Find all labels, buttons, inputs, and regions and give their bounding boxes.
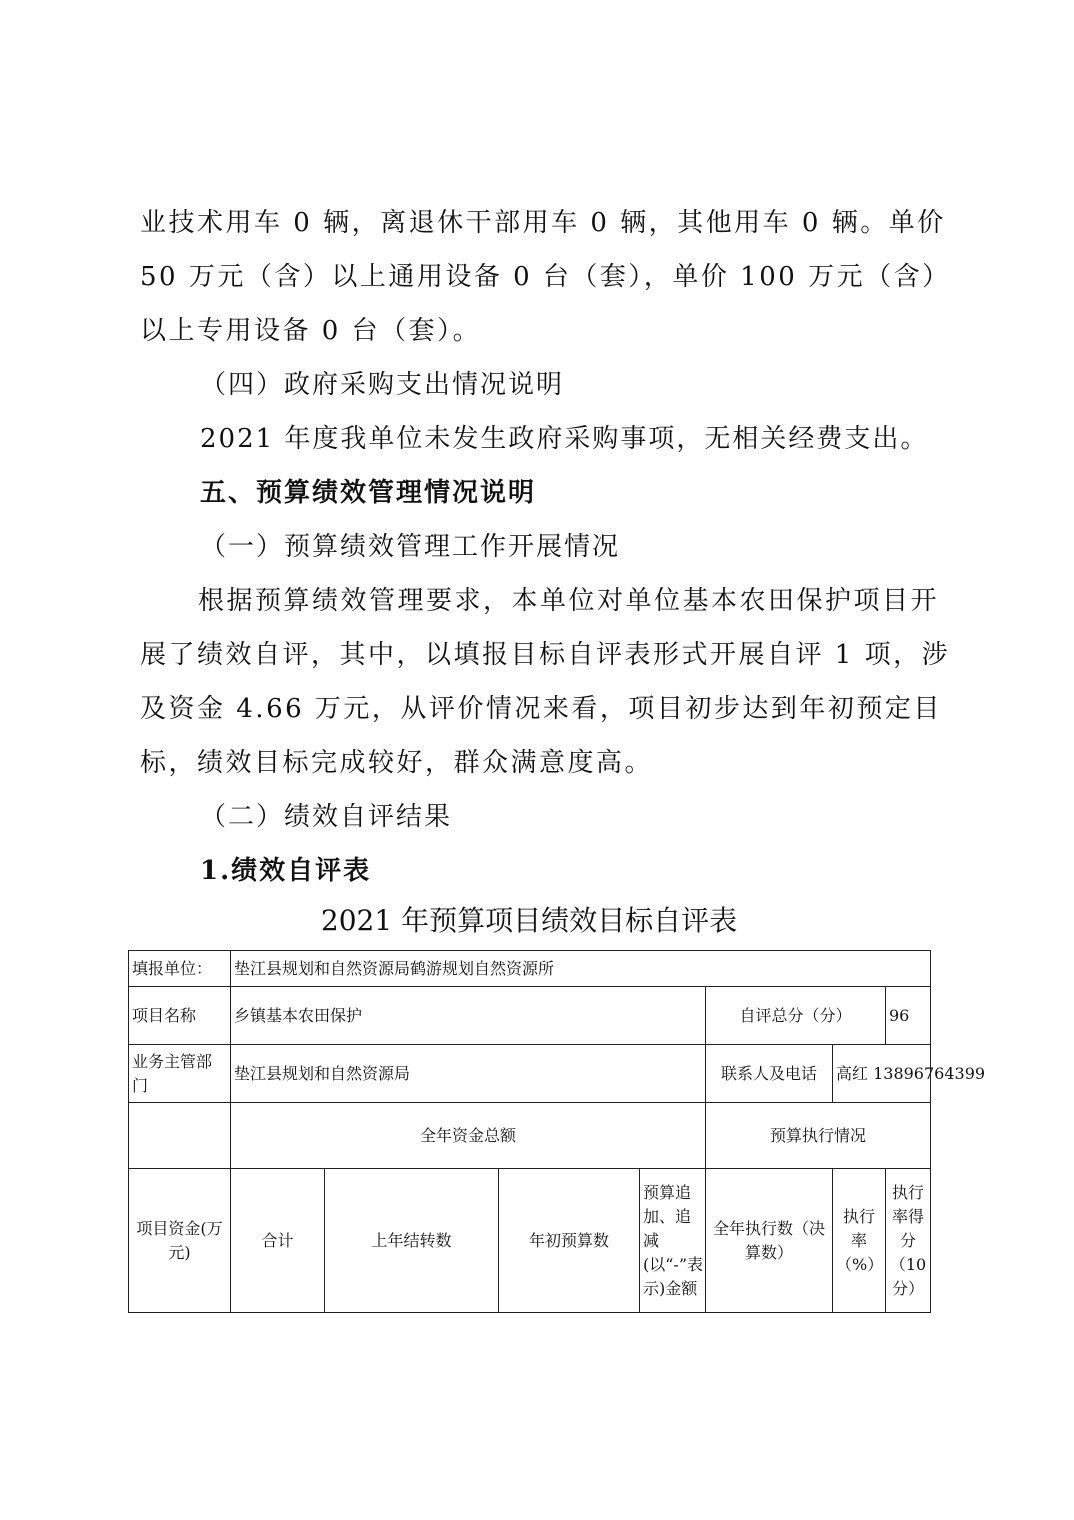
col-initial-budget: 年初预算数 [499,1169,640,1313]
vehicle-equipment-paragraph [140,196,951,358]
paragraph-line: 及资金 4.66 万元，从评价情况来看，项目初步达到年初预定目 [140,694,942,724]
annual-total-label: 全年资金总额 [231,1103,706,1169]
table-row [129,1169,931,1313]
table-row [129,951,931,987]
table-row [129,1103,931,1169]
dept-label: 业务主管部门 [129,1045,231,1103]
self-score-value: 96 [886,987,931,1045]
paragraph-line: 根据预算绩效管理要求，本单位对单位基本农田保护项目开 [198,586,940,616]
col-exec-amount: 全年执行数（决算数） [706,1169,833,1313]
budget-exec-label: 预算执行情况 [706,1103,931,1169]
col-exec-score: 执行率得分（10分） [886,1169,931,1313]
contact-value: 高红 13896764399 [833,1045,931,1103]
project-name-value: 乡镇基本农田保护 [231,987,706,1045]
col-total: 合计 [231,1169,325,1313]
paragraph-line: 以上专用设备 0 台（套）。 [140,316,482,346]
contact-label: 联系人及电话 [706,1045,833,1103]
fill-unit-value: 垫江县规划和自然资源局鹤游规划自然资源所 [231,951,931,987]
heading-performance-management: 五、预算绩效管理情况说明 [200,478,537,508]
paragraph-line: 50 万元（含）以上通用设备 0 台（套），单价 100 万元（含） [140,262,951,292]
self-evaluation-table [128,950,986,1313]
empty-cell [129,1103,231,1169]
performance-paragraph [140,574,951,790]
paragraph-line: 标，绩效目标完成较好，群众满意度高。 [140,748,654,778]
heading-performance-work: （一）预算绩效管理工作开展情况 [200,532,621,562]
col-carryover: 上年结转数 [325,1169,499,1313]
dept-value: 垫江县规划和自然资源局 [231,1045,706,1103]
table-row [129,987,931,1045]
project-name-label: 项目名称 [129,987,231,1045]
paragraph-line: 展了绩效自评，其中，以填报目标自评表形式开展自评 1 项，涉 [140,640,951,670]
col-exec-rate: 执行率（%） [833,1169,886,1313]
fund-label: 项目资金(万元) [129,1169,231,1313]
table-row [129,1045,931,1103]
fill-unit-label: 填报单位： [129,951,231,987]
heading-procurement: （四）政府采购支出情况说明 [200,370,565,400]
procurement-paragraph: 2021 年度我单位未发生政府采购事项，无相关经费支出。 [200,424,929,454]
table-title: 2021 年预算项目绩效目标自评表 [320,904,738,937]
self-score-label: 自评总分（分） [706,987,886,1045]
heading-self-evaluation-table: 1.绩效自评表 [200,856,372,886]
heading-self-evaluation-results: （二）绩效自评结果 [200,802,453,832]
paragraph-line: 业技术用车 0 辆，离退休干部用车 0 辆，其他用车 0 辆。单价 [140,208,946,238]
col-adjustment: 预算追加、追减(以“-”表示)金额 [640,1169,706,1313]
